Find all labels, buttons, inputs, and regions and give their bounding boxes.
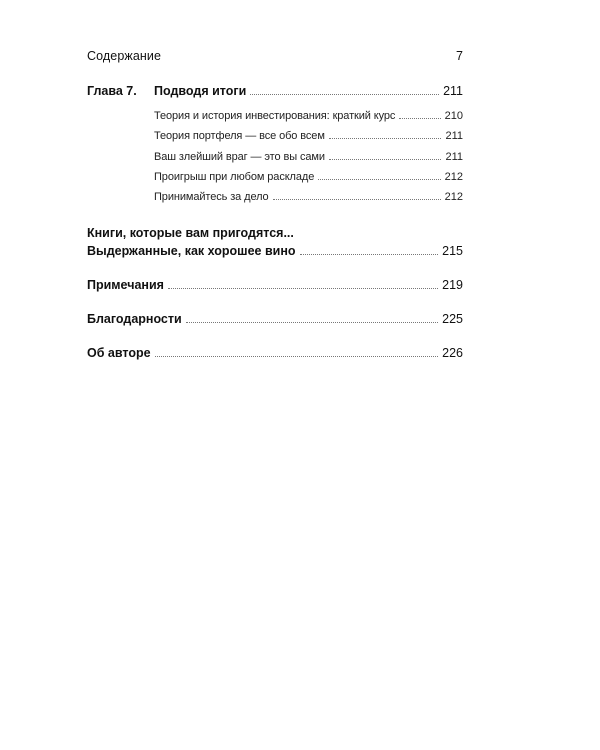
chapter-page: 211 xyxy=(443,84,463,98)
thanks-title: Благодарности xyxy=(87,312,182,326)
author-page: 226 xyxy=(442,346,463,360)
toc-thanks[interactable] xyxy=(87,312,463,326)
notes-page: 219 xyxy=(442,278,463,292)
section-page: 211 xyxy=(445,130,463,142)
toc-books[interactable] xyxy=(87,244,463,258)
dot-leader xyxy=(300,254,439,255)
section-title: Теория и история инвестирования: краткий курс xyxy=(154,110,396,122)
dot-leader xyxy=(250,94,439,95)
dot-leader xyxy=(329,159,442,160)
notes-title: Примечания xyxy=(87,278,164,292)
section-title: Принимайтесь за дело xyxy=(154,191,269,203)
books-title-line2: Выдержанные, как хорошее вино xyxy=(87,244,296,258)
toc-chapter-7[interactable] xyxy=(87,84,463,98)
dot-leader xyxy=(329,138,442,139)
thanks-page: 225 xyxy=(442,312,463,326)
section-title: Ваш злейший враг — это вы сами xyxy=(154,151,325,163)
toc-section[interactable] xyxy=(154,110,463,122)
section-title: Проигрыш при любом раскладе xyxy=(154,171,315,183)
running-head: Содержание xyxy=(87,49,162,63)
toc-section[interactable] xyxy=(154,171,463,183)
dot-leader xyxy=(318,179,440,180)
author-title: Об авторе xyxy=(87,346,151,360)
section-page: 210 xyxy=(444,110,463,122)
toc-section[interactable] xyxy=(154,151,463,163)
toc-author[interactable] xyxy=(87,346,463,360)
section-page: 211 xyxy=(445,151,463,163)
dot-leader xyxy=(155,356,439,357)
toc-notes[interactable] xyxy=(87,278,463,292)
chapter-title: Подводя итоги xyxy=(154,84,247,98)
section-page: 212 xyxy=(444,171,463,183)
toc-section[interactable] xyxy=(154,130,463,142)
dot-leader xyxy=(168,288,438,289)
section-page: 212 xyxy=(444,191,463,203)
dot-leader xyxy=(399,118,440,119)
books-title-line1: Книги, которые вам пригодятся... xyxy=(87,226,294,240)
books-page: 215 xyxy=(442,244,463,258)
toc-section[interactable] xyxy=(154,191,463,203)
dot-leader xyxy=(273,199,441,200)
page-number: 7 xyxy=(456,49,463,63)
dot-leader xyxy=(186,322,438,323)
chapter-label: Глава 7. xyxy=(87,84,137,98)
section-title: Теория портфеля — все обо всем xyxy=(154,130,325,142)
